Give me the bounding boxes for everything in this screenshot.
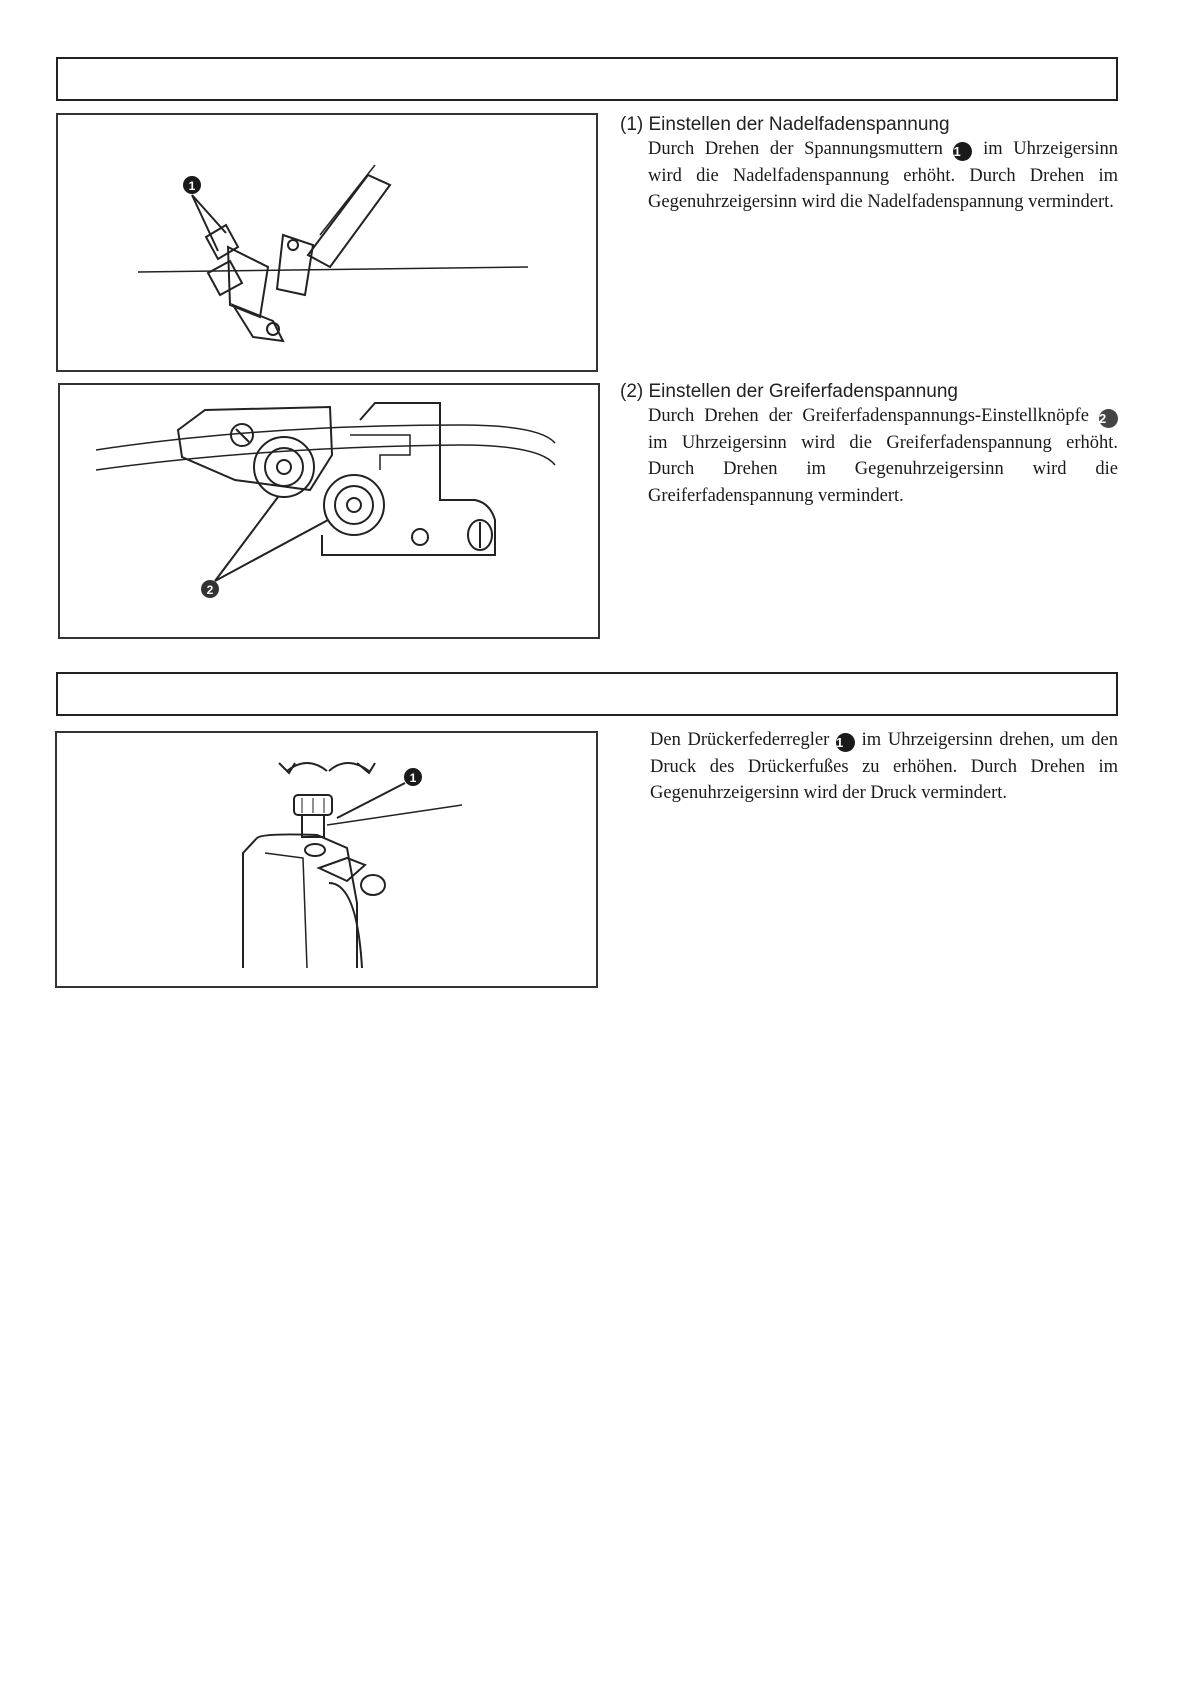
figure-looper-thread-tension [58, 383, 600, 639]
section2-text-a: Den Drückerfederregler [650, 730, 830, 750]
marker-2-icon: 2 [1099, 409, 1118, 428]
bracket [277, 235, 313, 295]
callout-1-label: 1 [409, 771, 417, 785]
tension-nut-upper [206, 225, 238, 259]
leader-line [215, 520, 328, 581]
tension-knob-2-center [347, 498, 361, 512]
marker-1-icon: 1 [953, 142, 972, 161]
plate-slot [350, 435, 410, 470]
machine-body-edge [265, 853, 307, 968]
section1-header-box [56, 57, 1118, 101]
thread-line [327, 805, 462, 825]
tension-knob-1-center [277, 460, 291, 474]
tension-knob-1-inner [265, 448, 303, 486]
marker-1-icon: 1 [836, 733, 855, 752]
subsection-2-text [648, 403, 1118, 509]
figure-presser-spring-regulator [55, 731, 598, 988]
subsection-2-text-b: im Uhrzeigersinn wird die Greiferfadenspannung erhöht. Durch Drehen im Gegenuhrzeigersinn wird die Greiferfadenspannung vermindert. [648, 432, 1118, 506]
set-screw [361, 875, 385, 895]
subsection-2-title: (2) Einstellen der Greiferfadenspannung [620, 381, 958, 402]
presser-regulator-illustration [57, 733, 600, 990]
thread-line [138, 267, 528, 272]
tension-nut-lower [208, 261, 242, 295]
tension-knob-2 [324, 475, 384, 535]
subsection-1-text [648, 136, 1118, 216]
tension-nuts-illustration [58, 115, 600, 374]
arm-plate [308, 175, 390, 267]
subsection-1-text-b: im Uhrzeigersinn wird die Nadelfadenspannung erhöht. Durch Drehen im Gegenuhrzeigersinn wird die Nadelfadenspannung vermindert. [648, 139, 1119, 212]
hole [412, 529, 428, 545]
hole [305, 844, 325, 856]
leader-line [192, 195, 218, 251]
leader-line [215, 497, 278, 581]
clamp [319, 858, 365, 881]
subsection-2-text-a: Durch Drehen der Greiferfadenspannungs-Einstellknöpfe [648, 406, 1089, 426]
subsection-1-title: (1) Einstellen der Nadelfadenspannung [620, 114, 950, 135]
figure-needle-thread-tension [56, 113, 598, 372]
subsection-1-text-a: Durch Drehen der Spannungsmuttern [648, 139, 943, 159]
section2-text [650, 727, 1118, 807]
callout-2-label: 2 [206, 583, 214, 597]
tension-knob-1 [254, 437, 314, 497]
section2-header-box [56, 672, 1118, 716]
section2-text-b: im Uhrzeigersinn drehen, um den Druck des Drückerfußes zu erhöhen. Durch Drehen im Gegenuhrzeigersinn wird der Druck vermindert. [650, 730, 1118, 803]
screw-slot [236, 429, 249, 442]
callout-1-label: 1 [188, 179, 196, 193]
arm-slot [320, 165, 375, 235]
screw [288, 240, 298, 250]
leader-line [337, 783, 405, 818]
looper-tension-illustration [60, 385, 602, 641]
machine-body-left [243, 838, 257, 968]
tension-knob-2-inner [335, 486, 373, 524]
rotate-arrow-head [279, 763, 295, 773]
